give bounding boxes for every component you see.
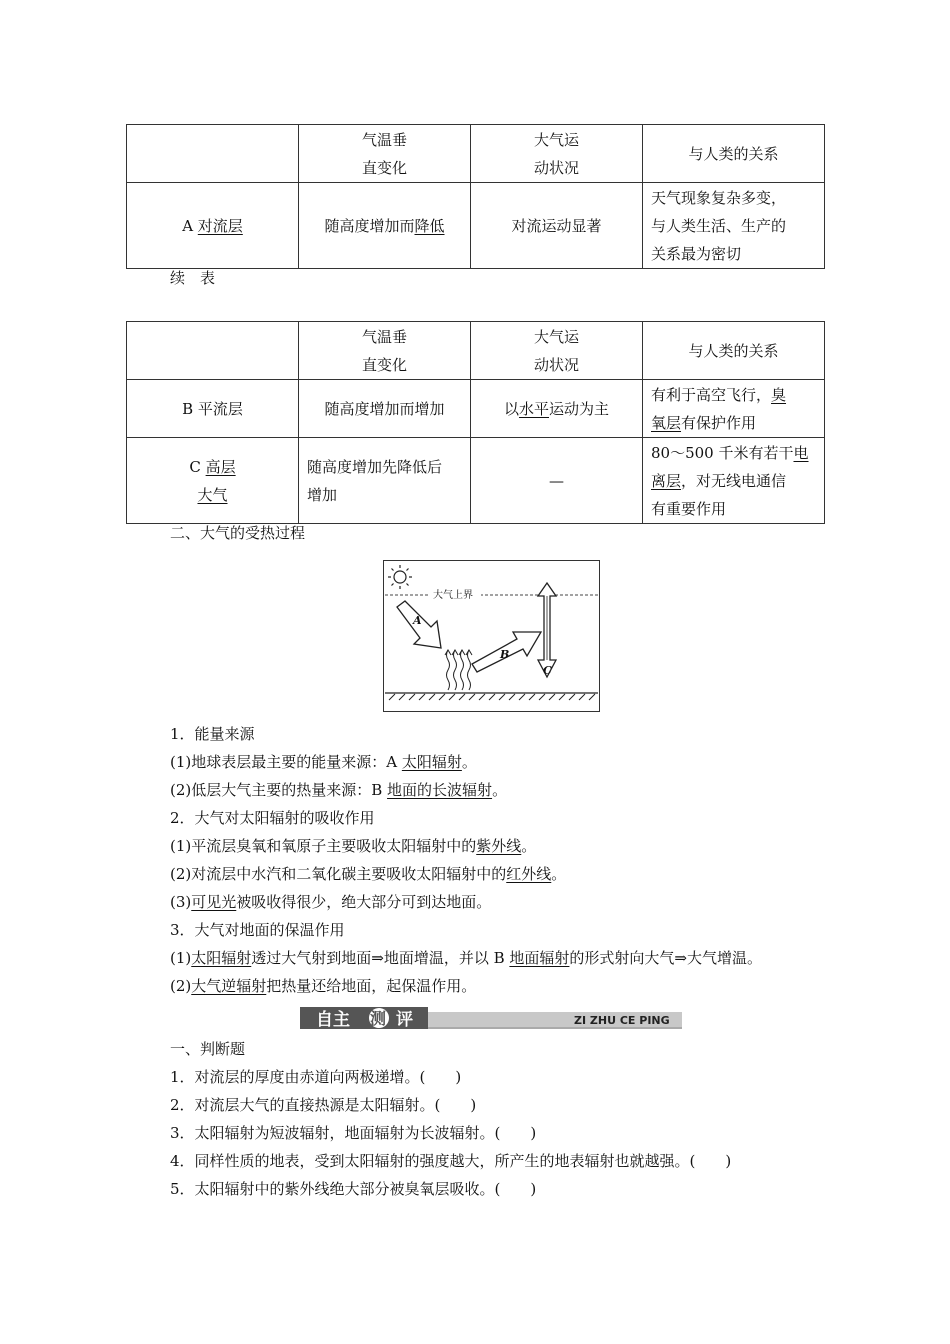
banner-title-2: 测 bbox=[370, 1009, 387, 1028]
row-c-motion: — bbox=[471, 438, 643, 524]
header-temp: 气温垂 直变化 bbox=[299, 125, 471, 183]
header-relation: 与人类的关系 bbox=[643, 125, 825, 183]
section-title: 二、大气的受热过程 bbox=[170, 524, 306, 542]
heading-absorption: 2．大气对太阳辐射的吸收作用 bbox=[170, 809, 375, 827]
label-c: C bbox=[543, 664, 552, 677]
quiz-item-3: 3．太阳辐射为短波辐射，地面辐射为长波辐射。( ) bbox=[170, 1124, 537, 1142]
self-test-banner bbox=[300, 1004, 682, 1032]
line-2: (2)低层大气主要的热量来源：B 地面的长波辐射。 bbox=[170, 781, 508, 799]
line-1: (1)地球表层最主要的能量来源：A 太阳辐射。 bbox=[170, 753, 477, 771]
quiz-item-2: 2．对流层大气的直接热源是太阳辐射。( ) bbox=[170, 1096, 477, 1114]
row-b-name: B 平流层 bbox=[127, 380, 299, 438]
header-motion: 大气运 动状况 bbox=[471, 125, 643, 183]
label-b: B bbox=[500, 648, 510, 661]
row-a-temp: 随高度增加而降低 bbox=[299, 183, 471, 269]
header-motion: 大气运 动状况 bbox=[471, 322, 643, 380]
header-empty bbox=[127, 322, 299, 380]
label-a: A bbox=[413, 614, 422, 627]
atmosphere-table-2 bbox=[126, 321, 825, 524]
banner-subtitle: ZI ZHU CE PING bbox=[574, 1014, 670, 1027]
heating-process-diagram bbox=[383, 560, 600, 712]
line-6: (1)太阳辐射透过大气射到地面⇒地面增温，并以 B 地面辐射的形式射向大气⇒大气增温。 bbox=[170, 949, 762, 967]
line-3: (1)平流层臭氧和氧原子主要吸收太阳辐射中的紫外线。 bbox=[170, 837, 537, 855]
line-4: (2)对流层中水汽和二氧化碳主要吸收太阳辐射中的红外线。 bbox=[170, 865, 567, 883]
atmosphere-top-label: 大气上界 bbox=[433, 590, 473, 601]
row-a-motion: 对流运动显著 bbox=[471, 183, 643, 269]
row-c-temp: 随高度增加先降低后 增加 bbox=[299, 438, 471, 524]
row-b-temp: 随高度增加而增加 bbox=[299, 380, 471, 438]
heading-energy-source: 1．能量来源 bbox=[170, 725, 255, 743]
header-relation: 与人类的关系 bbox=[643, 322, 825, 380]
row-b-motion: 以水平运动为主 bbox=[471, 380, 643, 438]
quiz-heading: 一、判断题 bbox=[170, 1040, 246, 1058]
row-a-name: A 对流层 bbox=[127, 183, 299, 269]
quiz-item-1: 1．对流层的厚度由赤道向两极递增。( ) bbox=[170, 1068, 462, 1086]
row-c-name: C 高层 大气 bbox=[127, 438, 299, 524]
banner-title-3: 评 bbox=[396, 1010, 413, 1030]
continued-label: 续 表 bbox=[170, 269, 216, 287]
atmosphere-table-1 bbox=[126, 124, 825, 269]
header-empty bbox=[127, 125, 299, 183]
line-7: (2)大气逆辐射把热量还给地面，起保温作用。 bbox=[170, 977, 477, 995]
line-5: (3)可见光被吸收得很少，绝大部分可到达地面。 bbox=[170, 893, 492, 911]
banner-title-1: 自主 bbox=[316, 1010, 350, 1030]
header-temp: 气温垂 直变化 bbox=[299, 322, 471, 380]
heading-insulation: 3．大气对地面的保温作用 bbox=[170, 921, 345, 939]
row-c-relation: 80～500 千米有若干电 离层，对无线电通信 有重要作用 bbox=[643, 438, 825, 524]
row-b-relation: 有利于高空飞行，臭 氧层有保护作用 bbox=[643, 380, 825, 438]
quiz-item-5: 5．太阳辐射中的紫外线绝大部分被臭氧层吸收。( ) bbox=[170, 1180, 537, 1198]
row-a-relation: 天气现象复杂多变， 与人类生活、生产的 关系最为密切 bbox=[643, 183, 825, 269]
quiz-item-4: 4．同样性质的地表，受到太阳辐射的强度越大，所产生的地表辐射也就越强。( ) bbox=[170, 1152, 732, 1170]
